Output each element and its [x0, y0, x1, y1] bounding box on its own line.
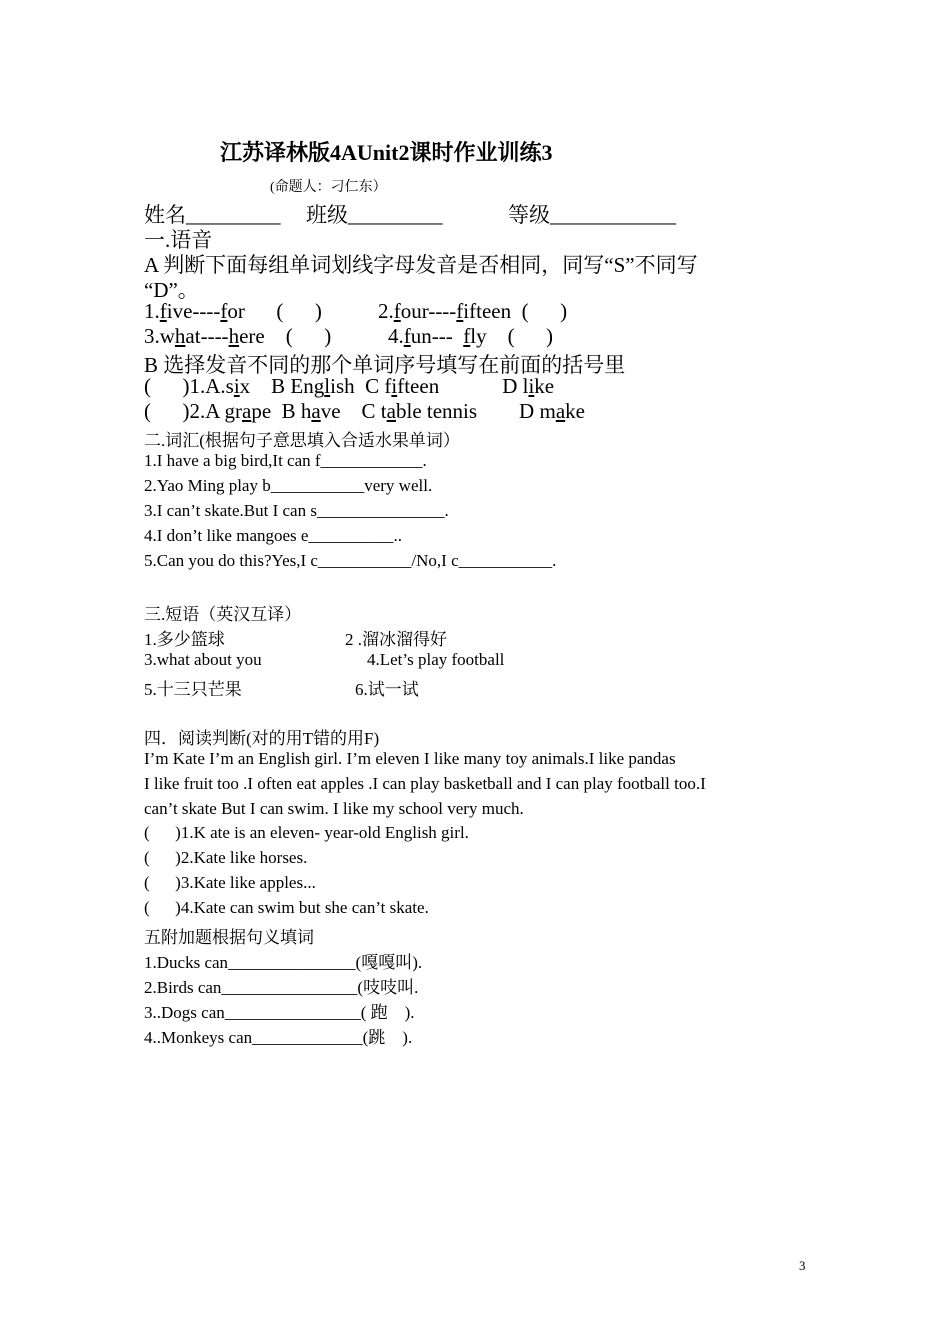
author-line: (命题人：刁仁东） [270, 180, 387, 195]
judgment-item-1: ( )1.K ate is an eleven- year-old English girl. [144, 823, 469, 842]
phonics-choice-2: ( )2.A grape B have C table tennis D make [144, 399, 585, 423]
section-2-heading: 二.词汇(根据句子意思填入合适水果单词） [144, 431, 460, 450]
section-1a-instruction: A 判断下面每组单词划线字母发音是否相同，同写“S”不同写 [144, 253, 698, 277]
reading-passage-line-1: I’m Kate I’m an English girl. I’m eleven I like many toy animals.I like pandas [144, 749, 676, 768]
phonics-item-3: 3.what----here ( ) [144, 324, 332, 348]
phrase-item-1: 1.多少篮球 [144, 630, 225, 649]
bonus-item-4: 4..Monkeys can_____________(跳 ). [144, 1028, 413, 1047]
bonus-item-2: 2.Birds can________________(吱吱叫. [144, 978, 419, 997]
phrase-item-5: 5.十三只芒果 [144, 680, 242, 699]
phonics-choice-1: ( )1.A.six B English C fifteen D like [144, 374, 555, 398]
reading-passage-line-3: can’t skate But I can swim. I like my school very much. [144, 799, 524, 818]
phonics-item-2: 2.four----fifteen ( ) [378, 299, 568, 323]
name-field: 姓名_________ [144, 203, 281, 227]
vocab-item-1: 1.I have a big bird,It can f____________. [144, 451, 427, 470]
phrase-item-4: 4.Let’s play football [367, 650, 505, 669]
judgment-item-3: ( )3.Kate like apples... [144, 873, 316, 892]
phonics-item-1: 1.five----for ( ) [144, 299, 322, 323]
section-1a-instruction-cont: “D”。 [144, 278, 199, 302]
judgment-item-2: ( )2.Kate like horses. [144, 848, 308, 867]
phrase-item-3: 3.what about you [144, 650, 262, 669]
section-5-heading: 五附加题根据句义填词 [144, 928, 314, 947]
vocab-item-5: 5.Can you do this?Yes,I c___________/No,I c___________. [144, 551, 557, 570]
phrase-item-2: 2 .溜冰溜得好 [345, 630, 447, 649]
class-field: 班级_________ [306, 203, 443, 227]
page-title: 江苏译林版4AUnit2课时作业训练3 [220, 140, 553, 165]
vocab-item-4: 4.I don’t like mangoes e__________.. [144, 526, 402, 545]
vocab-item-3: 3.I can’t skate.But I can s_______________. [144, 501, 449, 520]
judgment-item-4: ( )4.Kate can swim but she can’t skate. [144, 898, 429, 917]
section-4-heading: 四．阅读判断(对的用T错的用F) [144, 729, 380, 748]
reading-passage-line-2: I like fruit too .I often eat apples .I can play basketball and I can play football too.I [144, 774, 706, 793]
bonus-item-1: 1.Ducks can_______________(嘎嘎叫). [144, 953, 423, 972]
section-1-heading: 一.语音 [144, 228, 213, 252]
section-1b-instruction: B 选择发音不同的那个单词序号填写在前面的括号里 [144, 353, 626, 377]
vocab-item-2: 2.Yao Ming play b___________very well. [144, 476, 433, 495]
page-number: 3 [799, 1258, 806, 1273]
phrase-item-6: 6.试一试 [355, 680, 419, 699]
section-3-heading: 三.短语（英汉互译） [144, 605, 302, 624]
grade-field: 等级____________ [508, 203, 676, 227]
bonus-item-3: 3..Dogs can________________( 跑 ). [144, 1003, 415, 1022]
phonics-item-4: 4.fun--- fly ( ) [388, 324, 554, 348]
